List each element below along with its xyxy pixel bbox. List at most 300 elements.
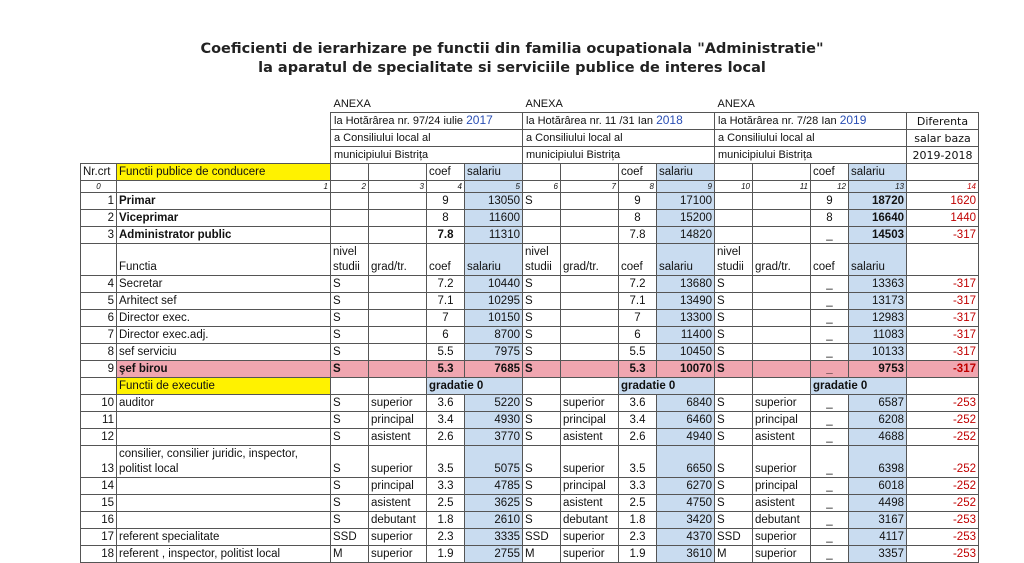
coef-2019: _: [811, 546, 849, 563]
nivel-2017: S: [331, 395, 369, 412]
nivel-2017: SSD: [331, 529, 369, 546]
annex-year: 2017: [466, 113, 493, 127]
execution-row: [81, 546, 979, 563]
coef-2019: _: [811, 446, 849, 478]
function-name-line2: politist local: [119, 463, 179, 475]
index-cell: 3: [369, 181, 427, 193]
salariu-header: salariu: [465, 164, 523, 181]
gradatie-header: gradatie 0: [619, 378, 715, 395]
blank-cell: [561, 344, 619, 361]
coef-2017: 9: [427, 193, 465, 210]
coef-2019: _: [811, 293, 849, 310]
row-number: 6: [81, 310, 117, 327]
grad-2017: superior: [369, 546, 427, 563]
nivel-2019: S: [715, 429, 753, 446]
function-name: [117, 412, 331, 429]
salary-2018: 6650: [657, 446, 715, 478]
salary-2018: 4370: [657, 529, 715, 546]
section-header-row: [81, 378, 979, 395]
salary-2017: 2755: [465, 546, 523, 563]
salariu-header: salariu: [849, 164, 907, 181]
index-cell: 14: [907, 181, 979, 193]
blank-cell: [117, 113, 331, 130]
annex-label: ANEXA: [525, 98, 563, 110]
salary-2017: 11600: [465, 210, 523, 227]
coef-2017: 7: [427, 310, 465, 327]
annex-header-row: [81, 96, 979, 113]
nivel-2018: S: [523, 495, 561, 512]
salary-diff: 1440: [907, 210, 979, 227]
salary-2018: 11400: [657, 327, 715, 344]
blank-cell: [753, 344, 811, 361]
blank-cell: [369, 193, 427, 210]
grad-2018: superior: [561, 546, 619, 563]
function-name: [117, 395, 331, 412]
blank-cell: [907, 164, 979, 181]
coef-2018: 7.1: [619, 293, 657, 310]
index-cell: 5: [465, 181, 523, 193]
nivel-2018: S: [523, 293, 561, 310]
blank-cell: [561, 361, 619, 378]
annex-header-row: [81, 113, 979, 130]
coef-2018: 7: [619, 310, 657, 327]
coef-2017: 3.3: [427, 478, 465, 495]
nivel-2017: S: [331, 344, 369, 361]
function-name: [117, 446, 331, 478]
blank-cell: [561, 276, 619, 293]
execution-row: [81, 446, 979, 478]
blank-cell: [331, 193, 369, 210]
nivel-2017: S: [331, 310, 369, 327]
function-name: [117, 512, 331, 529]
grad-2019: superior: [753, 446, 811, 478]
coef-2017: 5.3: [427, 361, 465, 378]
grad-2019: asistent: [753, 429, 811, 446]
nivel-2018: [523, 210, 561, 227]
coef-2017: 1.8: [427, 512, 465, 529]
diff-header: 2019-2018: [907, 147, 979, 164]
studii-label: studii: [525, 261, 552, 273]
salary-2019: 18720: [849, 193, 907, 210]
coef-2018: 2.5: [619, 495, 657, 512]
salary-2017: 3770: [465, 429, 523, 446]
salariu-header: salariu: [849, 244, 907, 276]
coef-2018: 1.9: [619, 546, 657, 563]
blank-cell: [369, 227, 427, 244]
nivel-2018: S: [523, 478, 561, 495]
salary-2018: 4750: [657, 495, 715, 512]
grad-2018: principal: [561, 478, 619, 495]
grad-2018: asistent: [561, 495, 619, 512]
coef-2017: 2.6: [427, 429, 465, 446]
salary-diff: -252: [907, 495, 979, 512]
grad-2017: superior: [369, 395, 427, 412]
salary-2018: 3610: [657, 546, 715, 563]
annex-year: 2018: [656, 113, 683, 127]
blank-cell: [753, 310, 811, 327]
annex-municipality: municipiului Bistrița: [331, 147, 523, 164]
nivel-2019: S: [715, 478, 753, 495]
leadership-row: [81, 193, 979, 210]
studii-label: studii: [333, 261, 360, 273]
diff-header: Diferenta: [907, 113, 979, 130]
grad-2018: superior: [561, 529, 619, 546]
blank-cell: [369, 276, 427, 293]
salary-2017: 13050: [465, 193, 523, 210]
grad-2017: debutant: [369, 512, 427, 529]
nivel-2018: S: [523, 327, 561, 344]
execution-row: [81, 512, 979, 529]
annex-decision: [523, 113, 715, 130]
nivel-2018: S: [523, 446, 561, 478]
nivel-2018: S: [523, 193, 561, 210]
row-number: 1: [81, 193, 117, 210]
function-name: [117, 429, 331, 446]
execution-row: [81, 495, 979, 512]
coef-2017: 2.3: [427, 529, 465, 546]
execution-row: [81, 529, 979, 546]
coef-2018: 7.8: [619, 227, 657, 244]
row-number: 7: [81, 327, 117, 344]
blank-cell: [369, 293, 427, 310]
management-row: [81, 361, 979, 378]
salary-2017: 5075: [465, 446, 523, 478]
salary-diff: -253: [907, 529, 979, 546]
salary-2019: 4688: [849, 429, 907, 446]
coef-2019: _: [811, 478, 849, 495]
row-number: 4: [81, 276, 117, 293]
salary-2017: 5220: [465, 395, 523, 412]
row-number: 18: [81, 546, 117, 563]
coef-2019: _: [811, 395, 849, 412]
grad-header: grad/tr.: [369, 244, 427, 276]
grad-2019: asistent: [753, 495, 811, 512]
salary-2019: 9753: [849, 361, 907, 378]
nivel-2018: [523, 227, 561, 244]
blank-cell: [331, 227, 369, 244]
nivel-label: nivel: [333, 246, 357, 258]
nivel-2018: S: [523, 429, 561, 446]
salariu-header: salariu: [465, 244, 523, 276]
nivel-2018: M: [523, 546, 561, 563]
salary-2019: 4117: [849, 529, 907, 546]
blank-cell: [561, 293, 619, 310]
blank-cell: [753, 227, 811, 244]
annex-municipality: municipiului Bistrița: [715, 147, 907, 164]
row-number: 8: [81, 344, 117, 361]
nivel-2019: S: [715, 310, 753, 327]
row-number: 11: [81, 412, 117, 429]
salary-2018: 15200: [657, 210, 715, 227]
salary-2017: 4930: [465, 412, 523, 429]
blank-cell: [715, 210, 753, 227]
salary-2019: 11083: [849, 327, 907, 344]
salary-2018: 6270: [657, 478, 715, 495]
salary-2018: 6840: [657, 395, 715, 412]
coef-2019: 8: [811, 210, 849, 227]
blank-cell: [561, 310, 619, 327]
salary-2017: 10150: [465, 310, 523, 327]
section-header-row: [81, 164, 979, 181]
blank-cell: [81, 147, 117, 164]
salary-diff: -252: [907, 446, 979, 478]
salary-2019: 3357: [849, 546, 907, 563]
grad-2019: principal: [753, 412, 811, 429]
execution-row: [81, 478, 979, 495]
row-number: 13: [81, 446, 117, 478]
grad-2019: superior: [753, 529, 811, 546]
grad-2018: debutant: [561, 512, 619, 529]
coef-header: coef: [427, 164, 465, 181]
coef-2017: 7.1: [427, 293, 465, 310]
index-cell: 4: [427, 181, 465, 193]
salary-2017: 7685: [465, 361, 523, 378]
blank-cell: [715, 164, 753, 181]
index-cell: 13: [849, 181, 907, 193]
function-name-line1: consilier, consilier juridic, inspector,: [119, 448, 298, 460]
blank-cell: [753, 164, 811, 181]
annex-header-row: [81, 130, 979, 147]
nrcrt-header: Nr.crt: [81, 164, 117, 181]
coef-2019: _: [811, 227, 849, 244]
annex-council: a Consiliului local al: [331, 130, 523, 147]
annex-decision-text: la Hotărârea nr. 97/24 iulie: [334, 115, 464, 127]
coef-2019: _: [811, 512, 849, 529]
annex-header-row: [81, 147, 979, 164]
grad-2017: principal: [369, 478, 427, 495]
salary-2017: 7975: [465, 344, 523, 361]
nivel-2019: S: [715, 512, 753, 529]
function-name: Director exec.: [117, 310, 331, 327]
salary-2018: 6460: [657, 412, 715, 429]
coef-2018: 3.5: [619, 446, 657, 478]
coef-2018: 6: [619, 327, 657, 344]
salary-2018: 13680: [657, 276, 715, 293]
grad-2018: asistent: [561, 429, 619, 446]
blank-cell: [753, 276, 811, 293]
grad-header: grad/tr.: [753, 244, 811, 276]
row-number: 15: [81, 495, 117, 512]
blank-cell: [561, 378, 619, 395]
salariu-header: salariu: [657, 244, 715, 276]
index-cell: 8: [619, 181, 657, 193]
coef-2019: _: [811, 529, 849, 546]
nivel-2017: S: [331, 429, 369, 446]
salary-diff: -317: [907, 344, 979, 361]
blank-cell: [369, 164, 427, 181]
blank-cell: [561, 327, 619, 344]
nivel-2019: S: [715, 361, 753, 378]
nivel-studii-header: [715, 244, 753, 276]
blank-cell: [715, 193, 753, 210]
coef-2017: 8: [427, 210, 465, 227]
coef-2019: _: [811, 344, 849, 361]
nivel-2017: S: [331, 327, 369, 344]
management-row: [81, 276, 979, 293]
coef-2018: 5.5: [619, 344, 657, 361]
coefficient-table: [80, 96, 979, 563]
coef-2018: 2.3: [619, 529, 657, 546]
nivel-2019: SSD: [715, 529, 753, 546]
annex-decision: [715, 113, 907, 130]
coef-2019: _: [811, 310, 849, 327]
studii-label: studii: [717, 261, 744, 273]
function-name: Administrator public: [117, 227, 331, 244]
blank-cell: [561, 227, 619, 244]
row-number: 17: [81, 529, 117, 546]
nivel-2018: S: [523, 344, 561, 361]
blank-cell: [753, 210, 811, 227]
coef-2017: 3.6: [427, 395, 465, 412]
nivel-2019: S: [715, 327, 753, 344]
conducere-header: Functii publice de conducere: [117, 164, 331, 181]
grad-2017: asistent: [369, 429, 427, 446]
index-cell: 10: [715, 181, 753, 193]
salary-2019: 13363: [849, 276, 907, 293]
management-row: [81, 293, 979, 310]
salary-diff: -317: [907, 227, 979, 244]
blank-cell: [331, 210, 369, 227]
function-name-line1: referent specialitate: [119, 531, 220, 543]
function-name: Secretar: [117, 276, 331, 293]
coef-2018: 3.3: [619, 478, 657, 495]
blank-cell: [369, 327, 427, 344]
grad-2019: superior: [753, 546, 811, 563]
index-cell: 7: [561, 181, 619, 193]
function-name: Viceprimar: [117, 210, 331, 227]
blank-cell: [523, 378, 561, 395]
blank-cell: [369, 378, 427, 395]
salary-diff: -317: [907, 293, 979, 310]
function-name: Primar: [117, 193, 331, 210]
salary-2017: 11310: [465, 227, 523, 244]
salary-diff: -253: [907, 546, 979, 563]
salary-2019: 6398: [849, 446, 907, 478]
nivel-2018: S: [523, 276, 561, 293]
coef-header: coef: [427, 244, 465, 276]
blank-cell: [331, 378, 369, 395]
execution-row: [81, 429, 979, 446]
row-number: 14: [81, 478, 117, 495]
function-name: [117, 546, 331, 563]
leadership-row: [81, 210, 979, 227]
coef-2017: 7.8: [427, 227, 465, 244]
coef-header: coef: [811, 244, 849, 276]
annex-decision: [331, 113, 523, 130]
nivel-2019: S: [715, 395, 753, 412]
blank-cell: [753, 193, 811, 210]
coef-2018: 3.6: [619, 395, 657, 412]
salary-2019: 16640: [849, 210, 907, 227]
annex-label: ANEXA: [717, 98, 755, 110]
coef-2017: 7.2: [427, 276, 465, 293]
coef-2018: 9: [619, 193, 657, 210]
salary-2018: 14820: [657, 227, 715, 244]
coef-2019: _: [811, 327, 849, 344]
diff-header: [907, 96, 979, 113]
coef-2018: 2.6: [619, 429, 657, 446]
blank-cell: [369, 210, 427, 227]
salary-diff: -253: [907, 512, 979, 529]
blank-cell: [753, 293, 811, 310]
coef-2019: _: [811, 495, 849, 512]
gradatie-header: gradatie 0: [427, 378, 523, 395]
blank-cell: [369, 310, 427, 327]
nivel-2019: M: [715, 546, 753, 563]
blank-cell: [331, 164, 369, 181]
page-title: Coeficienti de ierarhizare pe functii din familia ocupationala "Administratie": [200, 41, 824, 57]
blank-cell: [523, 164, 561, 181]
salary-2017: 8700: [465, 327, 523, 344]
salary-2019: 3167: [849, 512, 907, 529]
nivel-2018: S: [523, 310, 561, 327]
management-row: [81, 344, 979, 361]
execution-row: [81, 395, 979, 412]
function-name-line1: referent , inspector, politist local: [119, 548, 281, 560]
blank-cell: [81, 378, 117, 395]
salary-diff: -253: [907, 395, 979, 412]
leadership-row: [81, 227, 979, 244]
grad-2017: superior: [369, 529, 427, 546]
annex-decision-text: la Hotărârea nr. 7/28 Ian: [718, 115, 837, 127]
blank-cell: [81, 113, 117, 130]
function-name: Director exec.adj.: [117, 327, 331, 344]
salary-2019: 4498: [849, 495, 907, 512]
function-name: şef birou: [117, 361, 331, 378]
blank-cell: [907, 244, 979, 276]
coef-2018: 8: [619, 210, 657, 227]
salary-2017: 3625: [465, 495, 523, 512]
nivel-2017: S: [331, 276, 369, 293]
salary-2017: 10440: [465, 276, 523, 293]
grad-2017: superior: [369, 446, 427, 478]
salariu-header: salariu: [657, 164, 715, 181]
functia-header: Functia: [117, 244, 331, 276]
nivel-2018: S: [523, 412, 561, 429]
grad-2018: principal: [561, 412, 619, 429]
nivel-2018: S: [523, 512, 561, 529]
function-name: [117, 495, 331, 512]
blank-cell: [753, 378, 811, 395]
salary-2019: 10133: [849, 344, 907, 361]
salary-2019: 13173: [849, 293, 907, 310]
index-cell: 11: [753, 181, 811, 193]
coef-2019: _: [811, 412, 849, 429]
subheader-row: [81, 244, 979, 276]
salary-diff: -317: [907, 327, 979, 344]
index-cell: 1: [117, 181, 331, 193]
nivel-2018: SSD: [523, 529, 561, 546]
salary-2018: 17100: [657, 193, 715, 210]
index-cell: 2: [331, 181, 369, 193]
nivel-2017: S: [331, 495, 369, 512]
salary-2017: 2610: [465, 512, 523, 529]
nivel-2017: S: [331, 478, 369, 495]
coef-2017: 1.9: [427, 546, 465, 563]
grad-2019: superior: [753, 395, 811, 412]
annex-label: ANEXA: [333, 98, 371, 110]
grad-header: grad/tr.: [561, 244, 619, 276]
grad-2017: asistent: [369, 495, 427, 512]
page-subtitle: la aparatul de specialitate si serviciile publice de interes local: [258, 60, 766, 76]
grad-2018: superior: [561, 446, 619, 478]
coef-2017: 5.5: [427, 344, 465, 361]
coef-header: coef: [619, 164, 657, 181]
row-number: 16: [81, 512, 117, 529]
blank-cell: [561, 164, 619, 181]
management-row: [81, 310, 979, 327]
nivel-2017: S: [331, 361, 369, 378]
